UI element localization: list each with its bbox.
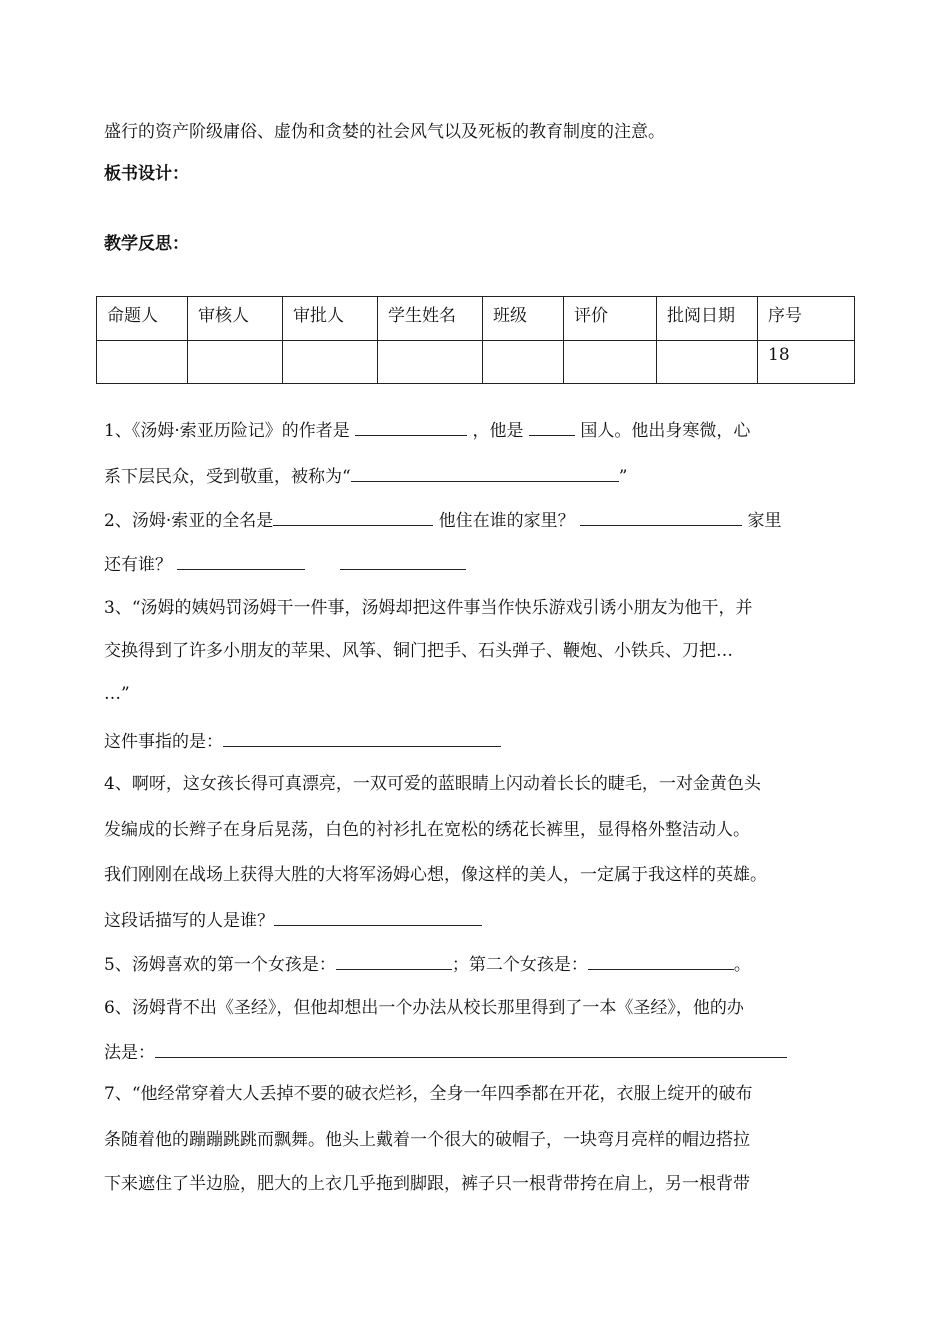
header-cell: 命题人: [97, 297, 188, 341]
header-cell: 序号: [758, 297, 855, 341]
table-cell: [283, 341, 378, 384]
question-4-line-1: 4、啊呀，这女孩长得可真漂亮，一双可爱的蓝眼睛上闪动着长长的睫毛，一对金黄色头: [104, 774, 761, 794]
q2-family-blank-1[interactable]: [177, 553, 305, 570]
q1-author-blank[interactable]: [355, 419, 467, 436]
q5-text-b: ；第二个女孩是：: [451, 955, 588, 975]
q4-prompt: 这段话描写的人是谁？: [104, 911, 274, 931]
question-4-line-3: 我们刚刚在战场上获得大胜的大将军汤姆心想，像这样的美人，一定属于我这样的英雄。: [104, 865, 767, 885]
q3-prompt: 这件事指的是：: [104, 732, 223, 752]
table-cell: [378, 341, 483, 384]
q1-text-c: 国人。他出身寒微，心: [580, 421, 751, 441]
question-3-line-4: [104, 730, 501, 753]
question-6-line-1: 6、汤姆背不出《圣经》，但他却想出一个办法从校长那里得到了一本《圣经》，他的办: [104, 998, 744, 1018]
q5-first-girl-blank[interactable]: [336, 953, 452, 970]
question-7-line-2: 条随着他的蹦蹦跳跳而飘舞。他头上戴着一个很大的破帽子，一块弯月亮样的帽边搭拉: [104, 1130, 750, 1150]
question-7-line-1: 7、“他经常穿着大人丢掉不要的破衣烂衫，全身一年四季都在开花，衣服上绽开的破布: [104, 1084, 753, 1104]
q6-prompt: 法是：: [104, 1043, 155, 1063]
question-2-line-1: [104, 509, 781, 532]
table-cell: [657, 341, 758, 384]
teaching-reflection-heading: 教学反思：: [104, 234, 189, 254]
q2-fullname-blank[interactable]: [273, 509, 433, 526]
question-3-line-2: 交换得到了许多小朋友的苹果、风筝、铜门把手、石头弹子、鞭炮、小铁兵、刀把…: [104, 641, 733, 661]
q5-text-c: 。: [733, 955, 751, 975]
q2-home-blank[interactable]: [580, 509, 742, 526]
q5-text-a: 5、汤姆喜欢的第一个女孩是：: [104, 955, 336, 975]
header-cell: 审核人: [188, 297, 283, 341]
q1-text-b: ，他是: [472, 421, 524, 441]
question-6-line-2: [104, 1041, 787, 1064]
question-4-line-2: 发编成的长辫子在身后晃荡，白色的衬衫扎在宽松的绣花长裤里，显得格外整洁动人。: [104, 820, 750, 840]
q1-nationality-blank[interactable]: [529, 419, 575, 436]
q6-answer-blank[interactable]: [155, 1041, 787, 1058]
question-3-line-3: …”: [104, 684, 130, 704]
table-row: [97, 341, 855, 384]
question-4-line-4: [104, 909, 482, 932]
q2-text-c: 家里: [747, 511, 782, 531]
serial-number-cell: 18: [758, 341, 855, 384]
q3-answer-blank[interactable]: [223, 730, 501, 747]
q5-second-girl-blank[interactable]: [588, 953, 734, 970]
q1-text-d: 系下层民众，受到敬重，被称为“: [104, 467, 351, 487]
table-cell: [97, 341, 188, 384]
question-5-line: [104, 953, 751, 976]
header-cell: 学生姓名: [378, 297, 483, 341]
table-cell: [483, 341, 564, 384]
question-1-line-2: [104, 465, 627, 488]
table-cell: [564, 341, 657, 384]
question-2-line-2: [104, 553, 466, 576]
question-1-line-1: [104, 419, 750, 442]
q4-answer-blank[interactable]: [274, 909, 482, 926]
q2-text-a: 2、汤姆·索亚的全名是: [104, 511, 274, 531]
intro-text: 盛行的资产阶级庸俗、虚伪和贪婪的社会风气以及死板的教育制度的注意。: [104, 122, 665, 142]
q1-text-e: ”: [618, 467, 628, 487]
q1-title-blank[interactable]: [351, 465, 619, 482]
q2-family-blank-2[interactable]: [340, 553, 466, 570]
board-design-heading: 板书设计：: [104, 164, 189, 184]
question-7-line-3: 下来遮住了半边脸，肥大的上衣几乎拖到脚跟，裤子只一根背带挎在肩上，另一根背带: [104, 1174, 750, 1194]
header-cell: 班级: [483, 297, 564, 341]
question-3-line-1: 3、“汤姆的姨妈罚汤姆干一件事，汤姆却把这件事当作快乐游戏引诱小朋友为他干，并: [104, 598, 753, 618]
header-cell: 评价: [564, 297, 657, 341]
header-cell: 审批人: [283, 297, 378, 341]
q2-text-b: 他住在谁的家里？: [438, 511, 575, 531]
table-header-row: [97, 297, 855, 341]
q1-text-a: 1、《汤姆·索亚历险记》的作者是: [104, 421, 350, 441]
table-cell: [188, 341, 283, 384]
q2-text-d: 还有谁？: [104, 555, 172, 575]
info-table: [96, 296, 855, 384]
header-cell: 批阅日期: [657, 297, 758, 341]
